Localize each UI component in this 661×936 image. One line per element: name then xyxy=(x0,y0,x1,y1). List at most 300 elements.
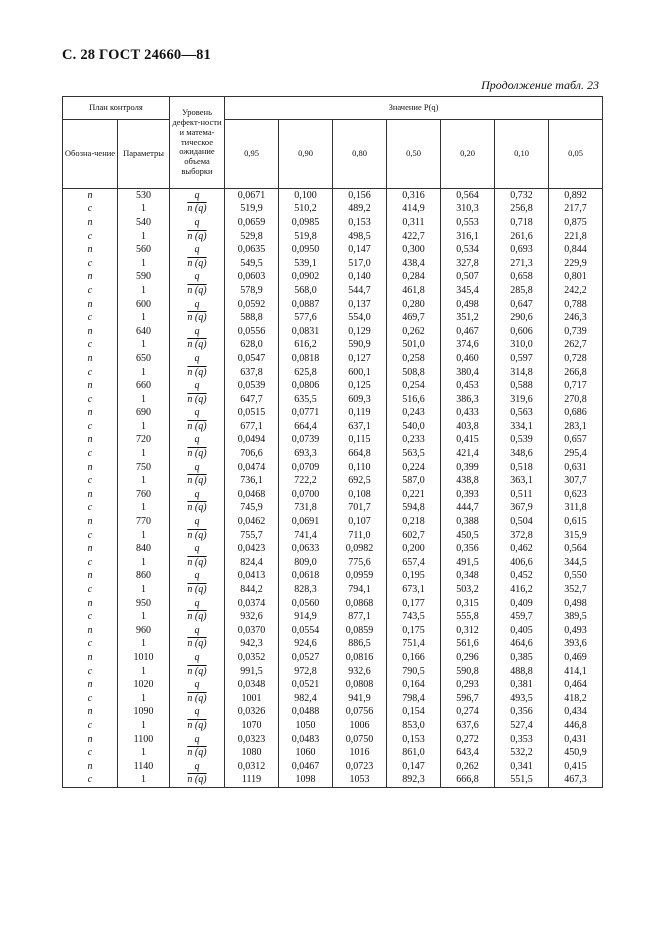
value-cell: 327,8 xyxy=(441,257,495,271)
table-row xyxy=(63,597,603,611)
value-cell: 701,7 xyxy=(333,502,387,516)
value-cell: 438,8 xyxy=(441,474,495,488)
parameter-cell: 1 xyxy=(118,746,170,760)
value-cell: 459,7 xyxy=(495,610,549,624)
value-cell: 0,0808 xyxy=(333,678,387,692)
value-cell: 0,539 xyxy=(495,434,549,448)
value-cell: 0,0483 xyxy=(279,733,333,747)
value-cell: 0,553 xyxy=(441,216,495,230)
level-cell: q xyxy=(170,651,225,665)
value-cell: 0,166 xyxy=(387,651,441,665)
value-cell: 0,119 xyxy=(333,407,387,421)
value-cell: 0,393 xyxy=(441,488,495,502)
value-cell: 0,233 xyxy=(387,434,441,448)
value-cell: 635,5 xyxy=(279,393,333,407)
value-cell: 519,8 xyxy=(279,230,333,244)
parameter-cell: 1 xyxy=(118,583,170,597)
table-row xyxy=(63,271,603,285)
value-cell: 0,0494 xyxy=(225,434,279,448)
level-cell: q xyxy=(170,515,225,529)
value-cell: 637,1 xyxy=(333,420,387,434)
level-symbol: n (q) xyxy=(187,719,207,731)
parameter-cell: 600 xyxy=(118,298,170,312)
parameter-cell: 1020 xyxy=(118,678,170,692)
value-cell: 0,405 xyxy=(495,624,549,638)
table-row xyxy=(63,407,603,421)
value-cell: 0,127 xyxy=(333,352,387,366)
designation-header: Обозна-чение xyxy=(63,120,118,189)
value-cell: 372,8 xyxy=(495,529,549,543)
designation-cell: c xyxy=(63,556,118,570)
table-row xyxy=(63,733,603,747)
value-cell: 0,469 xyxy=(549,651,603,665)
level-cell: q xyxy=(170,706,225,720)
value-cell: 0,296 xyxy=(441,651,495,665)
value-cell: 693,3 xyxy=(279,447,333,461)
value-cell: 877,1 xyxy=(333,610,387,624)
parameter-cell: 1 xyxy=(118,502,170,516)
value-cell: 664,8 xyxy=(333,447,387,461)
value-cell: 0,147 xyxy=(387,760,441,774)
value-group-label: Значение P(q) xyxy=(388,102,439,113)
parameter-cell: 650 xyxy=(118,352,170,366)
value-cell: 0,293 xyxy=(441,678,495,692)
designation-cell: n xyxy=(63,733,118,747)
parameter-cell: 1 xyxy=(118,311,170,325)
parameter-cell: 1090 xyxy=(118,706,170,720)
value-cell: 0,0806 xyxy=(279,379,333,393)
value-cell: 0,453 xyxy=(441,379,495,393)
table-row xyxy=(63,189,603,203)
value-cell: 924,6 xyxy=(279,638,333,652)
value-cell: 0,137 xyxy=(333,298,387,312)
value-cell: 991,5 xyxy=(225,665,279,679)
value-cell: 229,9 xyxy=(549,257,603,271)
level-cell xyxy=(170,556,225,570)
table-row xyxy=(63,692,603,706)
level-symbol: n (q) xyxy=(187,584,207,596)
value-cell: 290,6 xyxy=(495,311,549,325)
value-cell: 0,615 xyxy=(549,515,603,529)
value-cell: 706,6 xyxy=(225,447,279,461)
value-cell: 0,0521 xyxy=(279,678,333,692)
value-cell: 491,5 xyxy=(441,556,495,570)
table-row xyxy=(63,665,603,679)
value-cell: 942,3 xyxy=(225,638,279,652)
designation-cell: n xyxy=(63,570,118,584)
table-row xyxy=(63,379,603,393)
designation-cell: c xyxy=(63,447,118,461)
table-row xyxy=(63,352,603,366)
value-cell: 0,564 xyxy=(441,189,495,203)
designation-cell: n xyxy=(63,651,118,665)
value-cell: 0,467 xyxy=(441,325,495,339)
level-symbol: n (q) xyxy=(187,475,207,487)
value-cell: 587,0 xyxy=(387,474,441,488)
level-symbol: n (q) xyxy=(187,611,207,623)
value-cell: 352,7 xyxy=(549,583,603,597)
table-row xyxy=(63,760,603,774)
value-cell: 421,4 xyxy=(441,447,495,461)
value-cell: 0,0474 xyxy=(225,461,279,475)
parameter-cell: 1 xyxy=(118,556,170,570)
value-cell: 403,8 xyxy=(441,420,495,434)
value-cell: 0,0326 xyxy=(225,706,279,720)
value-cell: 0,0312 xyxy=(225,760,279,774)
value-cell: 464,6 xyxy=(495,638,549,652)
designation-cell: c xyxy=(63,610,118,624)
value-cell: 588,8 xyxy=(225,311,279,325)
value-cell: 0,563 xyxy=(495,407,549,421)
value-cell: 374,6 xyxy=(441,339,495,353)
designation-cell: n xyxy=(63,624,118,638)
level-cell: q xyxy=(170,379,225,393)
value-cell: 0,0756 xyxy=(333,706,387,720)
value-cell: 0,221 xyxy=(387,488,441,502)
level-cell xyxy=(170,257,225,271)
table-caption: Продолжение табл. 23 xyxy=(481,78,599,92)
value-cell: 270,8 xyxy=(549,393,603,407)
value-cell: 0,0723 xyxy=(333,760,387,774)
level-cell: q xyxy=(170,352,225,366)
value-cell: 809,0 xyxy=(279,556,333,570)
parameter-cell: 750 xyxy=(118,461,170,475)
value-cell: 0,728 xyxy=(549,352,603,366)
value-cell: 590,8 xyxy=(441,665,495,679)
value-cell: 310,0 xyxy=(495,339,549,353)
value-cell: 0,108 xyxy=(333,488,387,502)
parameter-cell: 1 xyxy=(118,638,170,652)
value-cell: 0,693 xyxy=(495,243,549,257)
value-cell: 508,8 xyxy=(387,366,441,380)
value-cell: 775,6 xyxy=(333,556,387,570)
value-cell: 0,498 xyxy=(549,597,603,611)
level-symbol: n (q) xyxy=(187,420,207,432)
value-cell: 450,5 xyxy=(441,529,495,543)
value-cell: 0,262 xyxy=(441,760,495,774)
level-cell xyxy=(170,502,225,516)
value-cell: 1080 xyxy=(225,746,279,760)
parameter-cell: 760 xyxy=(118,488,170,502)
value-cell: 0,200 xyxy=(387,542,441,556)
value-cell: 266,8 xyxy=(549,366,603,380)
level-symbol: n (q) xyxy=(187,448,207,460)
level-symbol: n (q) xyxy=(187,747,207,759)
level-cell: q xyxy=(170,760,225,774)
level-cell: q xyxy=(170,678,225,692)
parameter-cell: 1 xyxy=(118,339,170,353)
value-cell: 0,647 xyxy=(495,298,549,312)
value-cell: 0,534 xyxy=(441,243,495,257)
level-header: Уровень дефект-ности и матема-тическое ожидание объема выборки xyxy=(170,97,225,189)
value-cell: 406,6 xyxy=(495,556,549,570)
value-cell: 271,3 xyxy=(495,257,549,271)
table-row xyxy=(63,461,603,475)
value-cell: 422,7 xyxy=(387,230,441,244)
value-cell: 722,2 xyxy=(279,474,333,488)
value-cell: 540,0 xyxy=(387,420,441,434)
value-cell: 0,0374 xyxy=(225,597,279,611)
value-cell: 517,0 xyxy=(333,257,387,271)
value-cell: 450,9 xyxy=(549,746,603,760)
table-row xyxy=(63,502,603,516)
value-cell: 444,7 xyxy=(441,502,495,516)
data-table xyxy=(62,96,603,788)
value-cell: 594,8 xyxy=(387,502,441,516)
parameter-cell: 1140 xyxy=(118,760,170,774)
value-cell: 0,732 xyxy=(495,189,549,203)
designation-cell: c xyxy=(63,474,118,488)
value-cell: 0,0556 xyxy=(225,325,279,339)
value-cell: 283,1 xyxy=(549,420,603,434)
value-cell: 0,262 xyxy=(387,325,441,339)
value-cell: 0,381 xyxy=(495,678,549,692)
value-cell: 0,129 xyxy=(333,325,387,339)
p-value-header: 0,10 xyxy=(495,120,549,189)
value-cell: 527,4 xyxy=(495,719,549,733)
value-cell: 0,801 xyxy=(549,271,603,285)
level-symbol: n (q) xyxy=(187,638,207,650)
parameter-cell: 1 xyxy=(118,284,170,298)
parameter-cell: 530 xyxy=(118,189,170,203)
value-cell: 0,431 xyxy=(549,733,603,747)
value-cell: 886,5 xyxy=(333,638,387,652)
value-cell: 386,3 xyxy=(441,393,495,407)
value-cell: 741,4 xyxy=(279,529,333,543)
table-row xyxy=(63,230,603,244)
designation-cell: c xyxy=(63,746,118,760)
value-cell: 563,5 xyxy=(387,447,441,461)
value-cell: 0,115 xyxy=(333,434,387,448)
value-cell: 549,5 xyxy=(225,257,279,271)
value-cell: 637,6 xyxy=(441,719,495,733)
parameter-cell: 1 xyxy=(118,203,170,217)
level-cell xyxy=(170,311,225,325)
value-cell: 0,356 xyxy=(441,542,495,556)
value-cell: 261,6 xyxy=(495,230,549,244)
value-cell: 0,0352 xyxy=(225,651,279,665)
designation-cell: c xyxy=(63,583,118,597)
table-row xyxy=(63,216,603,230)
parameter-cell: 1 xyxy=(118,665,170,679)
value-cell: 609,3 xyxy=(333,393,387,407)
value-cell: 0,0467 xyxy=(279,760,333,774)
designation-cell: n xyxy=(63,434,118,448)
table-row xyxy=(63,339,603,353)
value-cell: 628,0 xyxy=(225,339,279,353)
designation-cell: c xyxy=(63,339,118,353)
value-cell: 0,518 xyxy=(495,461,549,475)
value-cell: 503,2 xyxy=(441,583,495,597)
value-cell: 0,0618 xyxy=(279,570,333,584)
value-cell: 982,4 xyxy=(279,692,333,706)
level-cell xyxy=(170,583,225,597)
value-cell: 0,0635 xyxy=(225,243,279,257)
designation-cell: n xyxy=(63,271,118,285)
value-cell: 1053 xyxy=(333,774,387,788)
value-cell: 932,6 xyxy=(225,610,279,624)
value-cell: 0,284 xyxy=(387,271,441,285)
designation-cell: c xyxy=(63,420,118,434)
value-cell: 0,154 xyxy=(387,706,441,720)
table-row xyxy=(63,719,603,733)
value-cell: 0,0323 xyxy=(225,733,279,747)
value-cell: 0,0818 xyxy=(279,352,333,366)
level-symbol: n (q) xyxy=(187,502,207,514)
level-cell xyxy=(170,203,225,217)
value-cell: 0,272 xyxy=(441,733,495,747)
value-cell: 242,2 xyxy=(549,284,603,298)
value-cell: 0,140 xyxy=(333,271,387,285)
value-cell: 664,4 xyxy=(279,420,333,434)
value-cell: 344,5 xyxy=(549,556,603,570)
value-cell: 0,0831 xyxy=(279,325,333,339)
value-cell: 0,504 xyxy=(495,515,549,529)
value-cell: 0,0413 xyxy=(225,570,279,584)
table-row xyxy=(63,311,603,325)
designation-cell: n xyxy=(63,597,118,611)
level-cell xyxy=(170,447,225,461)
value-cell: 0,0868 xyxy=(333,597,387,611)
designation-cell: c xyxy=(63,502,118,516)
table-row xyxy=(63,570,603,584)
parameter-cell: 590 xyxy=(118,271,170,285)
value-cell: 0,353 xyxy=(495,733,549,747)
value-cell: 828,3 xyxy=(279,583,333,597)
value-cell: 0,195 xyxy=(387,570,441,584)
table-row xyxy=(63,583,603,597)
parameter-cell: 860 xyxy=(118,570,170,584)
value-cell: 0,0560 xyxy=(279,597,333,611)
designation-cell: c xyxy=(63,774,118,788)
value-cell: 602,7 xyxy=(387,529,441,543)
parameter-cell: 950 xyxy=(118,597,170,611)
value-cell: 469,7 xyxy=(387,311,441,325)
value-cell: 0,588 xyxy=(495,379,549,393)
designation-cell: n xyxy=(63,542,118,556)
value-cell: 0,311 xyxy=(387,216,441,230)
value-cell: 0,511 xyxy=(495,488,549,502)
value-cell: 731,8 xyxy=(279,502,333,516)
value-cell: 0,218 xyxy=(387,515,441,529)
parameter-cell: 1010 xyxy=(118,651,170,665)
level-symbol: n (q) xyxy=(187,692,207,704)
value-cell: 0,0959 xyxy=(333,570,387,584)
value-cell: 932,6 xyxy=(333,665,387,679)
designation-cell: n xyxy=(63,760,118,774)
value-cell: 446,8 xyxy=(549,719,603,733)
value-cell: 0,0771 xyxy=(279,407,333,421)
page-header: С. 28 ГОСТ 24660—81 xyxy=(62,47,211,63)
value-cell: 0,0488 xyxy=(279,706,333,720)
parameter-cell: 770 xyxy=(118,515,170,529)
value-cell: 262,7 xyxy=(549,339,603,353)
value-cell: 414,1 xyxy=(549,665,603,679)
value-cell: 0,147 xyxy=(333,243,387,257)
table-row xyxy=(63,651,603,665)
value-cell: 0,0462 xyxy=(225,515,279,529)
level-cell: q xyxy=(170,570,225,584)
parameter-cell: 1 xyxy=(118,474,170,488)
value-cell: 493,5 xyxy=(495,692,549,706)
value-cell: 345,4 xyxy=(441,284,495,298)
level-symbol: n (q) xyxy=(187,529,207,541)
value-cell: 217,7 xyxy=(549,203,603,217)
value-cell: 307,7 xyxy=(549,474,603,488)
value-cell: 316,1 xyxy=(441,230,495,244)
level-cell xyxy=(170,692,225,706)
level-cell xyxy=(170,665,225,679)
value-cell: 0,507 xyxy=(441,271,495,285)
value-cell: 351,2 xyxy=(441,311,495,325)
parameter-cell: 1 xyxy=(118,774,170,788)
value-cell: 380,4 xyxy=(441,366,495,380)
table-row xyxy=(63,298,603,312)
value-cell: 0,164 xyxy=(387,678,441,692)
value-cell: 285,8 xyxy=(495,284,549,298)
designation-cell: n xyxy=(63,461,118,475)
level-cell xyxy=(170,719,225,733)
value-cell: 1060 xyxy=(279,746,333,760)
level-cell: q xyxy=(170,189,225,203)
p-value-header: 0,95 xyxy=(225,120,279,189)
value-cell: 0,280 xyxy=(387,298,441,312)
value-cell: 551,5 xyxy=(495,774,549,788)
p-value-header: 0,20 xyxy=(441,120,495,189)
table-row xyxy=(63,447,603,461)
value-cell: 416,2 xyxy=(495,583,549,597)
designation-cell: n xyxy=(63,352,118,366)
designation-cell: c xyxy=(63,692,118,706)
value-cell: 0,385 xyxy=(495,651,549,665)
value-cell: 0,718 xyxy=(495,216,549,230)
value-cell: 414,9 xyxy=(387,203,441,217)
value-cell: 555,8 xyxy=(441,610,495,624)
value-cell: 0,415 xyxy=(441,434,495,448)
level-cell: q xyxy=(170,733,225,747)
value-cell: 600,1 xyxy=(333,366,387,380)
table-row xyxy=(63,638,603,652)
value-cell: 488,8 xyxy=(495,665,549,679)
value-cell: 0,0423 xyxy=(225,542,279,556)
value-cell: 334,1 xyxy=(495,420,549,434)
value-cell: 657,4 xyxy=(387,556,441,570)
level-cell: q xyxy=(170,624,225,638)
table-row xyxy=(63,746,603,760)
value-cell: 1016 xyxy=(333,746,387,760)
parameter-cell: 1 xyxy=(118,420,170,434)
value-cell: 0,0859 xyxy=(333,624,387,638)
level-symbol: n (q) xyxy=(187,203,207,215)
value-cell: 1098 xyxy=(279,774,333,788)
value-cell: 892,3 xyxy=(387,774,441,788)
value-cell: 0,0887 xyxy=(279,298,333,312)
level-symbol: n (q) xyxy=(187,774,207,786)
designation-cell: n xyxy=(63,515,118,529)
value-cell: 861,0 xyxy=(387,746,441,760)
level-cell xyxy=(170,610,225,624)
value-cell: 0,175 xyxy=(387,624,441,638)
designation-cell: c xyxy=(63,311,118,325)
value-cell: 596,7 xyxy=(441,692,495,706)
value-cell: 0,0709 xyxy=(279,461,333,475)
table-row xyxy=(63,529,603,543)
value-cell: 0,0902 xyxy=(279,271,333,285)
table-row xyxy=(63,515,603,529)
value-cell: 0,550 xyxy=(549,570,603,584)
value-cell: 0,464 xyxy=(549,678,603,692)
parameter-cell: 1 xyxy=(118,393,170,407)
